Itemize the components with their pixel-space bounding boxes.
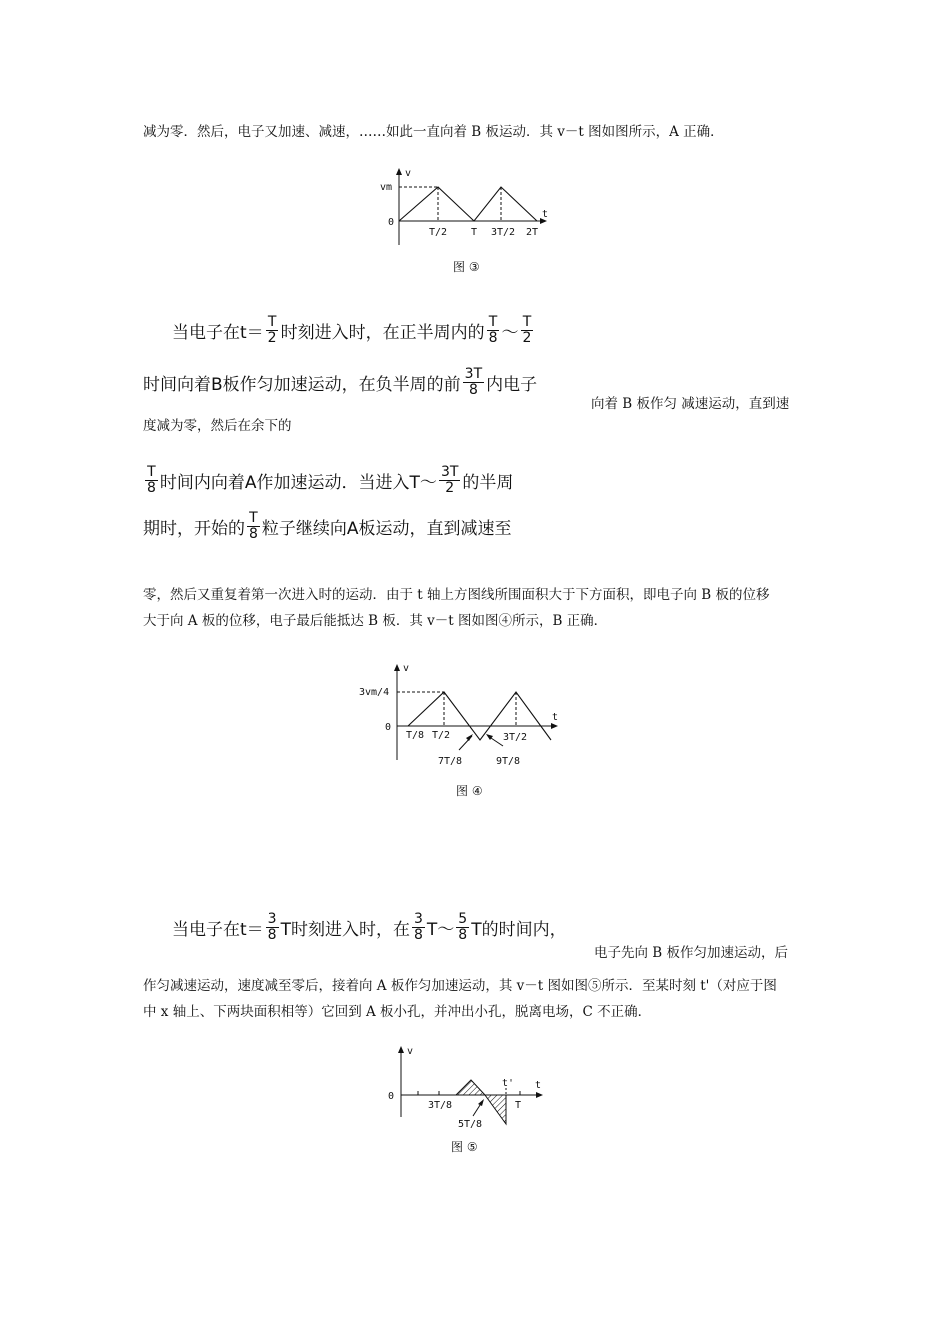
fig4-below-2: 9T/8 <box>496 756 521 767</box>
fig4-tick-2: T/2 <box>432 730 451 741</box>
fig3-tick-2: T <box>471 227 478 238</box>
fig4-v-label: v <box>403 663 410 674</box>
figure-3-vt-graph <box>375 165 565 255</box>
formula-line-2: 时间向着B板作匀加速运动，在负半周的前 $\frac{3T}{8}$ 内电子 <box>143 365 538 398</box>
fig4-caption: 图 ④ <box>456 784 483 798</box>
formula-line-4: $\frac{T}{8}$ 时间内向着A作加速运动．当进入T～ $\frac{3T}{2}$ 的半周 <box>147 463 514 496</box>
paragraph-1: 减为零．然后，电子又加速、减速，……如此一直向着 B 板运动．其 v－t 图如图所示，A 正确． <box>143 124 724 140</box>
fig4-t-label: t <box>552 712 559 723</box>
fig3-vm-label: vm <box>380 182 393 193</box>
figure-4-vt-graph <box>355 660 570 775</box>
side-text-1: 向着 B 板作匀 减速运动，直到速 <box>591 396 790 412</box>
fig5-tick-2: T <box>515 1100 522 1111</box>
fig4-zero: 0 <box>385 722 392 733</box>
fig5-caption: 图 ⑤ <box>451 1140 478 1154</box>
paragraph-2-line-1: 零，然后又重复着第一次进入时的运动．由于 t 轴上方图线所围面积大于下方面积，即电子向 B 板的位移 <box>143 587 770 603</box>
formula-line-6: 当电子在t＝ $\frac{3}{8}$ T时刻进入时，在 $\frac{3}{8}$ T～ $\frac{5}{8}$ T的时间内， <box>172 910 567 943</box>
fig4-below-1: 7T/8 <box>438 756 463 767</box>
fig5-tprime-label: t' <box>502 1078 515 1089</box>
formula-line-1: 当电子在t＝ $\frac{T}{2}$ 时刻进入时，在正半周内的 $\frac{T}{8}$ ～ $\frac{T}{2}$ <box>172 313 532 346</box>
fig3-caption: 图 ③ <box>453 260 480 274</box>
fig3-v-label: v <box>405 168 412 179</box>
side-text-2: 电子先向 B 板作匀加速运动，后 <box>594 945 789 961</box>
formula-line-5: 期时，开始的 $\frac{T}{8}$ 粒子继续向A板运动，直到减速至 <box>143 509 512 542</box>
fig5-zero: 0 <box>388 1091 395 1102</box>
fig4-tick-1: T/8 <box>406 730 425 741</box>
fig3-tick-3: 3T/2 <box>491 227 516 238</box>
paragraph-3-line-1: 作匀减速运动，速度减至零后，接着向 A 板作匀加速运动，其 v－t 图如图⑤所示．至某时刻 t'（对应于图 <box>143 978 777 994</box>
fig5-tick-1: 3T/8 <box>428 1100 453 1111</box>
fig5-below: 5T/8 <box>458 1119 483 1130</box>
text-line-3: 度减为零，然后在余下的 <box>143 418 292 434</box>
fig3-zero: 0 <box>388 217 395 228</box>
paragraph-2-line-2: 大于向 A 板的位移，电子最后能抵达 B 板．其 v－t 图如图④所示，B 正确． <box>143 613 608 629</box>
fig5-t-label: t <box>535 1080 542 1091</box>
fig4-vm-label: 3vm/4 <box>359 687 390 698</box>
fig3-tick-1: T/2 <box>429 227 448 238</box>
figure-5-vt-graph <box>380 1042 560 1142</box>
fig4-tick-3: 3T/2 <box>503 732 528 743</box>
fig5-v-label: v <box>407 1046 414 1057</box>
paragraph-3-line-2: 中 x 轴上、下两块面积相等）它回到 A 板小孔，并冲出小孔，脱离电场，C 不正确． <box>143 1004 652 1020</box>
fig3-tick-4: 2T <box>526 227 539 238</box>
fig3-t-label: t <box>542 209 549 220</box>
